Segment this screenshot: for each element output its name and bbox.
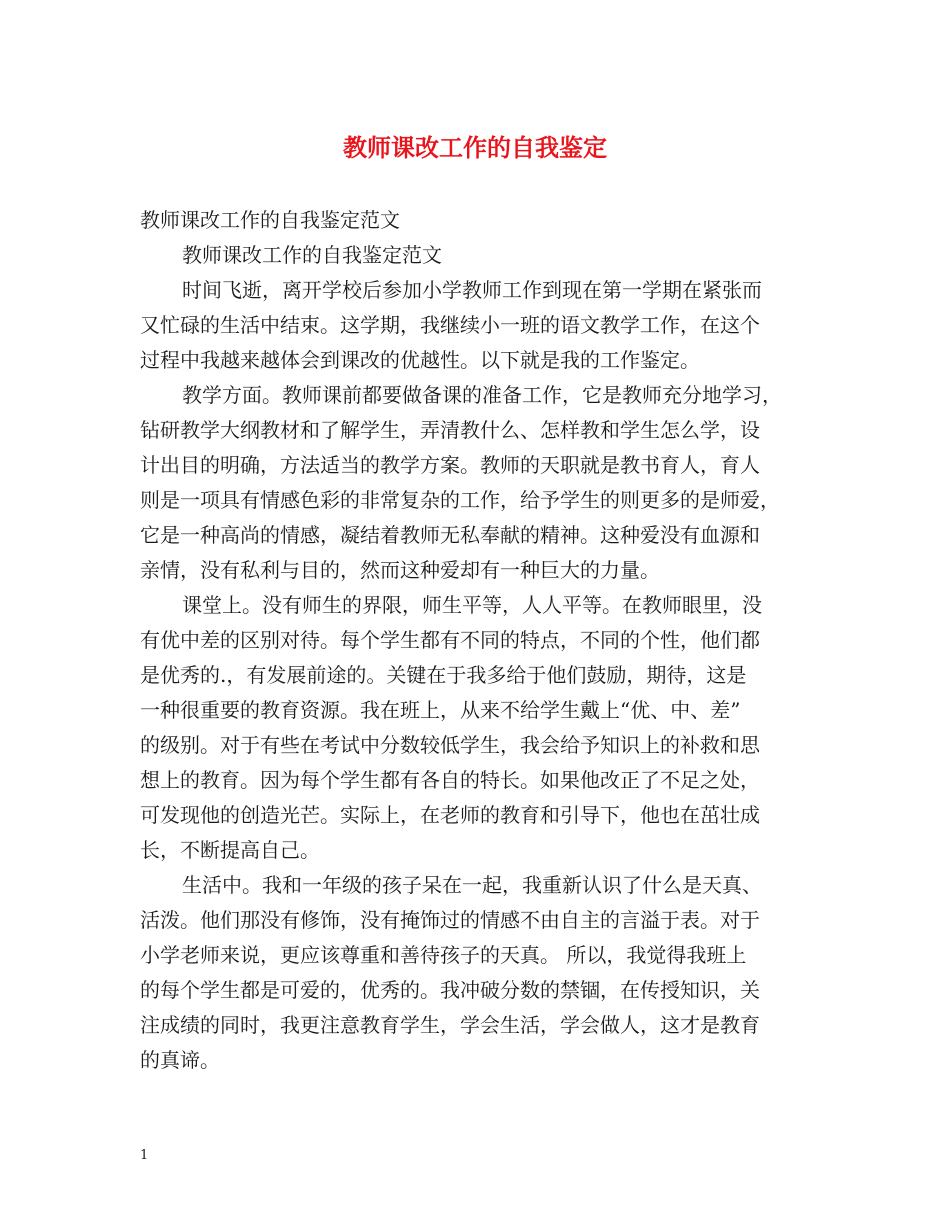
paragraph-line: 课堂上。没有师生的界限，师生平等，人人平等。在教师眼里，没: [182, 593, 762, 617]
paragraph-line: 想上的教育。因为每个学生都有各自的特长。如果他改正了不足之处，: [140, 768, 760, 792]
paragraph-line: 生活中。我和一年级的孩子呆在一起，我重新认识了什么是天真、: [182, 873, 762, 897]
subtitle-line: 教师课改工作的自我鉴定范文: [140, 208, 400, 232]
paragraph-line: 则是一项具有情感色彩的非常复杂的工作，给予学生的则更多的是师爱，: [140, 488, 780, 512]
page-title: 教师课改工作的自我鉴定: [343, 133, 607, 162]
paragraph-line: 过程中我越来越体会到课改的优越性。以下就是我的工作鉴定。: [140, 348, 700, 372]
paragraph-line: 有优中差的区别对待。每个学生都有不同的特点，不同的个性，他们都: [140, 628, 760, 652]
paragraph-line: 钻研教学大纲教材和了解学生，弄清教什么、怎样教和学生怎么学，设: [140, 418, 760, 442]
paragraph-line: 教学方面。教师课前都要做备课的准备工作，它是教师充分地学习，: [182, 383, 782, 407]
paragraph-line: 活泼。他们那没有修饰，没有掩饰过的情感不由自主的言溢于表。对于: [140, 908, 760, 932]
document-body: [140, 203, 822, 1078]
paragraph-line: 时间飞逝，离开学校后参加小学教师工作到现在第一学期在紧张而: [182, 278, 762, 302]
paragraph-line: 亲情，没有私利与目的，然而这种爱却有一种巨大的力量。: [140, 558, 660, 582]
paragraph-line: 一种很重要的教育资源。我在班上，从来不给学生戴上“优、中、差”: [140, 698, 741, 722]
paragraph-line: 的每个学生都是可爱的，优秀的。我冲破分数的禁锢，在传授知识，关: [140, 978, 760, 1002]
paragraph-line: 可发现他的创造光芒。实际上，在老师的教育和引导下，他也在茁壮成: [140, 803, 760, 827]
paragraph-line: 又忙碌的生活中结束。这学期，我继续小一班的语文教学工作，在这个: [140, 313, 760, 337]
paragraph-line: 注成绩的同时，我更注意教育学生，学会生活，学会做人，这才是教育: [140, 1013, 760, 1037]
paragraph-line: 的真谛。: [140, 1048, 220, 1072]
paragraph-line: 是优秀的.，有发展前途的。关键在于我多给于他们鼓励，期待，这是: [140, 663, 747, 687]
paragraph-line: 长，不断提高自己。: [140, 838, 320, 862]
subtitle-line-indented: 教师课改工作的自我鉴定范文: [182, 243, 442, 267]
paragraph-line: 它是一种高尚的情感，凝结着教师无私奉献的精神。这种爱没有血源和: [140, 523, 760, 547]
paragraph-line: 小学老师来说，更应该尊重和善待孩子的天真。 所以，我觉得我班上: [140, 943, 747, 967]
paragraph-line: 计出目的明确，方法适当的教学方案。教师的天职就是教书育人，育人: [140, 453, 760, 477]
page-number: 1: [140, 1148, 149, 1163]
paragraph-line: 的级别。对于有些在考试中分数较低学生，我会给予知识上的补救和思: [140, 733, 760, 757]
